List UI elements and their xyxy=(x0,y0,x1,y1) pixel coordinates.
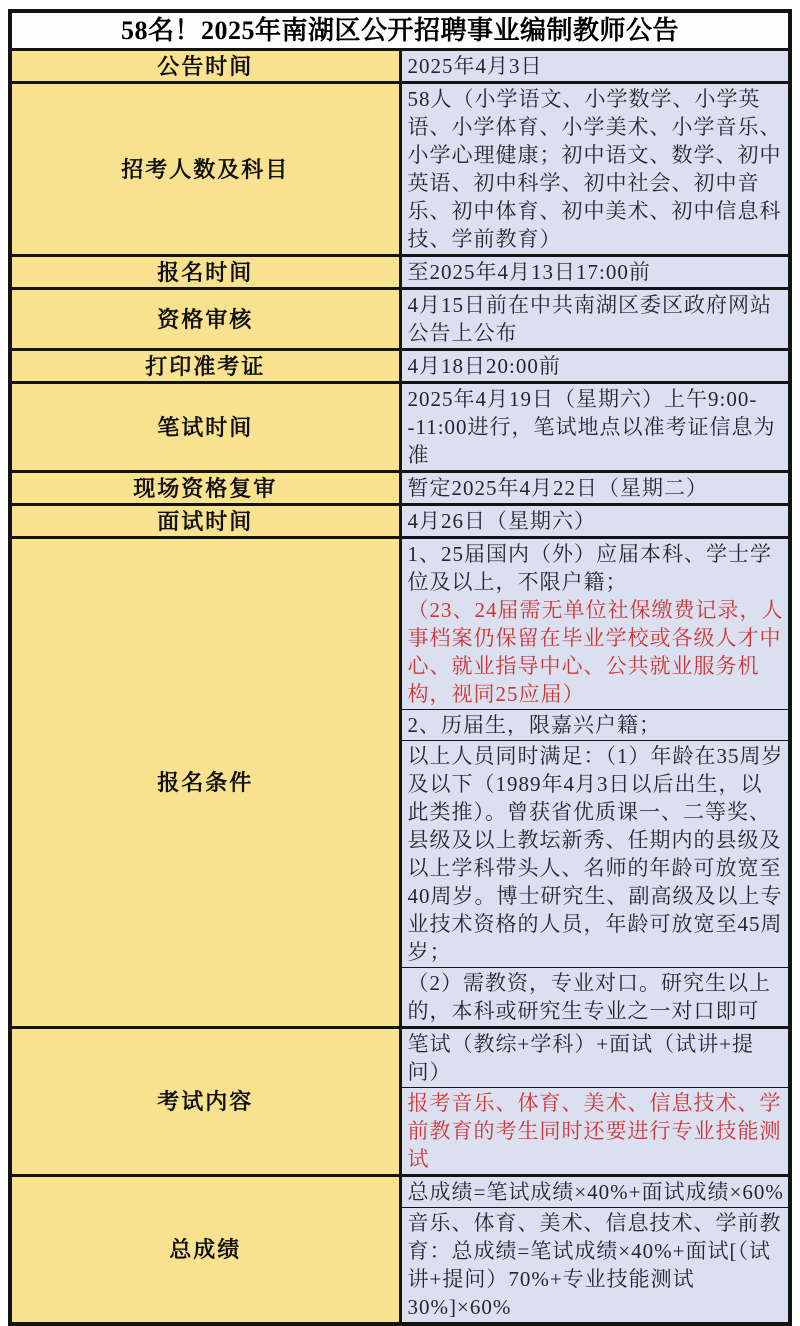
title-row xyxy=(10,11,790,50)
content-text: 58人（小学语文、小学数学、小学英语、小学体育、小学美术、小学音乐、小学心理健康；初中语文、数学、初中英语、初中科学、初中社会、初中音乐、初中体育、初中美术、初中信息科技、学前教育） xyxy=(407,87,782,251)
row-content xyxy=(400,968,790,1028)
row-content xyxy=(400,538,790,710)
table-row xyxy=(10,505,790,538)
row-label: 报名条件 xyxy=(10,538,400,1028)
row-content xyxy=(400,741,790,968)
content-text: 2、历届生，限嘉兴户籍； xyxy=(407,713,661,737)
table-row xyxy=(10,1176,790,1208)
content-text: 以上人员同时满足：（1）年龄在35周岁及以下（1989年4月3日以后出生，以此类推）。曾获省优质课一、二等奖、县级及以上教坛新秀、任期内的县级及以上学科带头人、名师的年龄可放宽至40周岁。博士研究生、副高级及以上专业技术资格的人员，年龄可放宽至45周岁； xyxy=(407,744,784,964)
row-content xyxy=(400,350,790,383)
content-text: 至2025年4月13日17:00前 xyxy=(407,260,651,284)
content-text: 暂定2025年4月22日（星期二） xyxy=(407,476,708,500)
announcement-table xyxy=(8,9,792,1326)
row-content xyxy=(400,50,790,83)
content-text-red: 报考音乐、体育、美术、信息技术、学前教育的考生同时还要进行专业技能测试 xyxy=(407,1091,782,1171)
content-text: 2025年4月19日（星期六）上午9:00--11:00进行，笔试地点以准考证信息为准 xyxy=(407,387,776,467)
content-text-red: （23、24届需无单位社保缴费记录，人事档案仍保留在毕业学校或各级人才中心、就业指导中心、公共就业服务机构，视同25应届） xyxy=(407,598,784,706)
table-body xyxy=(10,11,790,1324)
table-row xyxy=(10,289,790,350)
row-content xyxy=(400,289,790,350)
content-text: 4月18日20:00前 xyxy=(407,354,561,378)
row-label: 公告时间 xyxy=(10,50,400,83)
table-row xyxy=(10,1028,790,1088)
content-text: 4月15日前在中共南湖区委区政府网站公告上公布 xyxy=(407,293,772,345)
table-row xyxy=(10,538,790,710)
row-content xyxy=(400,256,790,289)
row-label: 面试时间 xyxy=(10,505,400,538)
row-content xyxy=(400,1028,790,1088)
row-label: 笔试时间 xyxy=(10,383,400,472)
row-label: 打印准考证 xyxy=(10,350,400,383)
table-row xyxy=(10,350,790,383)
row-label: 总成绩 xyxy=(10,1176,400,1325)
row-content xyxy=(400,505,790,538)
row-label: 资格审核 xyxy=(10,289,400,350)
row-label: 报名时间 xyxy=(10,256,400,289)
row-content xyxy=(400,1208,790,1325)
content-text: 4月26日（星期六） xyxy=(407,509,596,533)
table-row xyxy=(10,472,790,505)
row-content xyxy=(400,1088,790,1176)
row-label: 考试内容 xyxy=(10,1028,400,1176)
content-text: 2025年4月3日 xyxy=(407,54,543,78)
content-text: （2）需教资，专业对口。研究生以上的，本科或研究生专业之一对口即可 xyxy=(407,971,771,1023)
content-text: 笔试（教综+学科）+面试（试讲+提问） xyxy=(407,1032,755,1084)
table-row xyxy=(10,50,790,83)
row-content xyxy=(400,383,790,472)
table-row xyxy=(10,83,790,256)
table-row xyxy=(10,383,790,472)
content-text: 音乐、体育、美术、信息技术、学前教育：总成绩=笔试成绩×40%+面试[（试讲+提问）70%+专业技能测试30%]×60% xyxy=(407,1211,782,1319)
row-content xyxy=(400,710,790,741)
row-label: 招考人数及科目 xyxy=(10,83,400,256)
page-title: 58名！2025年南湖区公开招聘事业编制教师公告 xyxy=(10,11,790,50)
table-row xyxy=(10,256,790,289)
content-text: 总成绩=笔试成绩×40%+面试成绩×60% xyxy=(407,1180,784,1204)
row-label: 现场资格复审 xyxy=(10,472,400,505)
row-content xyxy=(400,472,790,505)
row-content xyxy=(400,83,790,256)
row-content xyxy=(400,1176,790,1208)
content-text: 1、25届国内（外）应届本科、学士学位及以上，不限户籍； xyxy=(407,542,772,594)
